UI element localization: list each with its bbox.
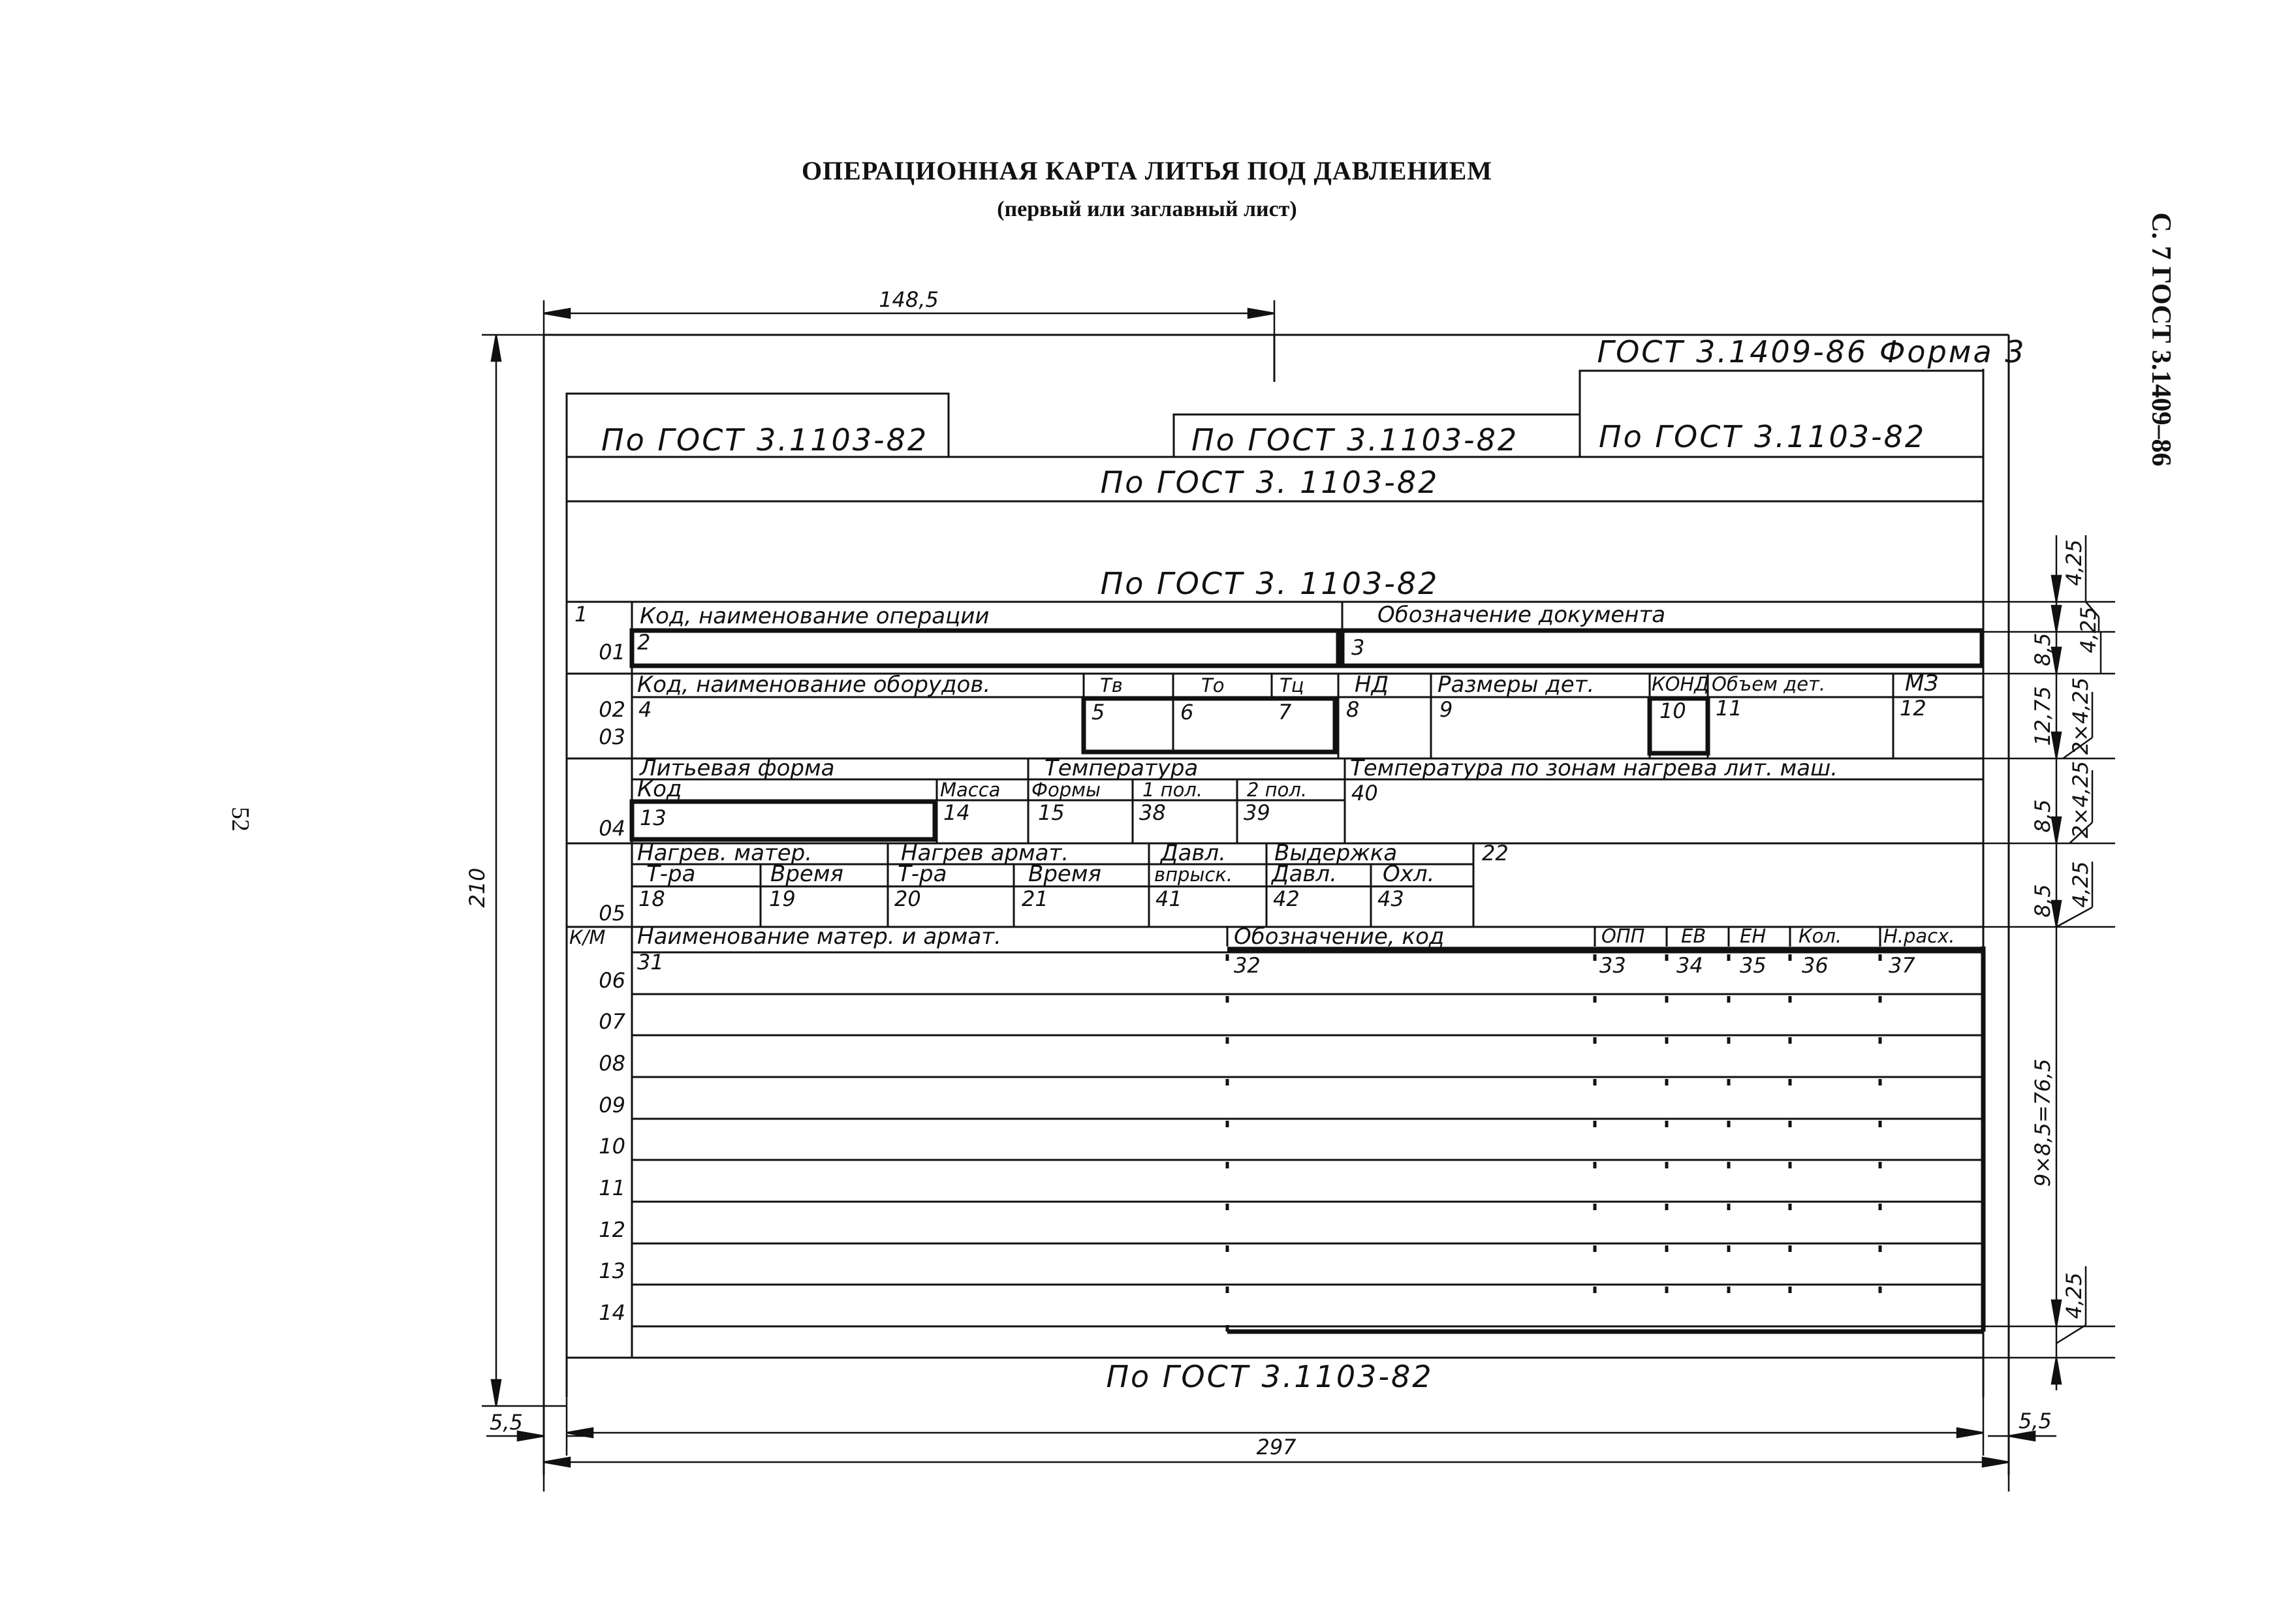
dim-425-top: 4,25 [2062, 539, 2086, 586]
row-code-14: 14 [599, 1300, 625, 1325]
label-temperature: Температура [1045, 755, 1199, 781]
field-10: 10 [1659, 698, 1686, 723]
label-t-ra-arm: Т-ра [898, 861, 947, 887]
label-designation-code: Обозначение, код [1234, 924, 1445, 950]
label-time-arm: Время [1028, 861, 1101, 887]
dim-425-row1: 4,25 [2076, 606, 2101, 653]
label-kond: КОНД [1652, 673, 1709, 695]
page-title: ОПЕРАЦИОННАЯ КАРТА ЛИТЬЯ ПОД ДАВЛЕНИЕМ [801, 156, 1493, 185]
field-36: 36 [1802, 953, 1829, 978]
highlighted-fields [632, 631, 1983, 1332]
field-11: 11 [1716, 696, 1742, 721]
label-inj-pressure-2: впрыск. [1154, 864, 1233, 886]
label-mat-name: Наименование матер. и армат. [637, 924, 1001, 950]
field-6: 6 [1180, 700, 1194, 725]
label-op-code: Код, наименование операции [640, 603, 990, 629]
row-code-08: 08 [599, 1051, 625, 1076]
field-40: 40 [1351, 781, 1378, 805]
field-38: 38 [1139, 800, 1166, 825]
header-box-2: По ГОСТ 3.1103-82 [1191, 422, 1519, 458]
row-code-1: 1 [574, 602, 588, 627]
label-mat-heat: Нагрев. матер. [637, 840, 813, 866]
field-22: 22 [1482, 841, 1509, 866]
label-part-volume: Объем дет. [1712, 673, 1826, 695]
field-9: 9 [1439, 697, 1453, 722]
field-14: 14 [943, 800, 970, 825]
field-12: 12 [1900, 696, 1926, 721]
field-39: 39 [1244, 800, 1270, 825]
row-code-05: 05 [599, 901, 625, 926]
label-ev: ЕВ [1681, 925, 1706, 947]
label-code: Код [637, 776, 682, 802]
dim-2x425-row4: 2×4,25 [2068, 760, 2093, 839]
label-time-mat: Время [770, 861, 843, 887]
label-qty: Кол. [1799, 925, 1842, 947]
field-31: 31 [637, 950, 664, 975]
label-half2: 2 пол. [1247, 779, 1308, 801]
field-2: 2 [637, 630, 651, 655]
label-mold: Литьевая форма [640, 755, 835, 781]
label-tv: Тв [1100, 674, 1123, 696]
field-32: 32 [1234, 953, 1261, 978]
label-cooling: Охл. [1383, 861, 1435, 887]
page-subtitle: (первый или заглавный лист) [997, 197, 1297, 221]
field-43: 43 [1377, 886, 1404, 911]
label-pressure: Давл. [1272, 861, 1337, 887]
field-35: 35 [1740, 953, 1767, 978]
row-code-03: 03 [599, 725, 625, 749]
label-part-sizes: Размеры дет. [1438, 672, 1595, 698]
row-code-01: 01 [599, 640, 625, 664]
label-arm-heat: Нагрев армат. [901, 840, 1069, 866]
header-box-3: По ГОСТ 3.1103-82 [1599, 419, 1926, 454]
dim-425-bottom: 4,25 [2062, 1272, 2086, 1319]
header-box-1: По ГОСТ 3.1103-82 [601, 422, 929, 458]
dim-1275: 12,75 [2030, 686, 2055, 746]
label-mass: Масса [940, 779, 1001, 801]
label-half1: 1 пол. [1142, 779, 1203, 801]
header-row-1: По ГОСТ 3. 1103-82 [1100, 465, 1439, 500]
label-zone-temp: Температура по зонам нагрева лит. маш. [1350, 755, 1838, 781]
row-code-02: 02 [599, 697, 625, 722]
dim-margin-left: 5,5 [490, 1410, 523, 1435]
footer-row: По ГОСТ 3.1103-82 [1106, 1359, 1434, 1394]
label-hold: Выдержка [1274, 840, 1398, 866]
dim-rows: 9×8,5=76,5 [2030, 1058, 2055, 1187]
field-42: 42 [1273, 886, 1300, 911]
dim-half-width: 148,5 [879, 287, 939, 312]
side-running-header: С. 7 ГОСТ 3.1409–86 [2146, 212, 2176, 467]
row-code-09: 09 [599, 1093, 625, 1117]
row-code-10: 10 [599, 1134, 625, 1159]
field-3: 3 [1351, 635, 1365, 660]
form-mark: ГОСТ 3.1409-86 Форма 3 [1597, 334, 2026, 369]
field-21: 21 [1022, 886, 1048, 911]
dim-height: 210 [465, 867, 490, 908]
dim-margin-right: 5,5 [2019, 1409, 2052, 1433]
label-to: То [1201, 674, 1225, 696]
label-equipment: Код, наименование оборудов. [637, 672, 991, 698]
label-forms: Формы [1031, 779, 1101, 801]
label-doc-designation: Обозначение документа [1377, 602, 1666, 628]
row-code-12: 12 [599, 1217, 625, 1242]
label-nd: НД [1355, 672, 1389, 698]
field-8: 8 [1346, 697, 1360, 722]
dim-full-width: 297 [1256, 1435, 1296, 1460]
field-15: 15 [1038, 800, 1065, 825]
field-4: 4 [638, 697, 652, 722]
label-inj-pressure-1: Давл. [1161, 840, 1226, 866]
label-mz: МЗ [1905, 670, 1939, 696]
field-37: 37 [1889, 953, 1915, 978]
row-code-07: 07 [599, 1009, 625, 1034]
km-label: К/М [569, 926, 606, 948]
label-en: ЕН [1740, 925, 1767, 947]
field-13: 13 [640, 805, 667, 830]
field-7: 7 [1278, 700, 1292, 725]
field-33: 33 [1599, 953, 1626, 978]
label-opp: ОПП [1601, 925, 1645, 947]
field-34: 34 [1676, 953, 1703, 978]
label-norm: Н.расх. [1883, 925, 1955, 947]
label-t-ra-mat: Т-ра [646, 861, 696, 887]
dim-85-row4: 8,5 [2030, 799, 2055, 833]
field-18: 18 [638, 886, 665, 911]
row-code-11: 11 [599, 1176, 625, 1200]
page-number: 52 [227, 807, 254, 832]
field-19: 19 [769, 886, 796, 911]
row-code-13: 13 [599, 1258, 625, 1283]
dim-85-row1: 8,5 [2030, 632, 2055, 666]
table-column-ticks [1227, 954, 1880, 1332]
label-tc: Тц [1280, 674, 1304, 696]
dim-85-row5: 8,5 [2030, 884, 2055, 918]
dim-2x425-row2: 2×4,25 [2068, 677, 2093, 755]
header-row-2: По ГОСТ 3. 1103-82 [1100, 566, 1439, 601]
field-41: 41 [1155, 886, 1182, 911]
dim-425-row5: 4,25 [2068, 861, 2093, 908]
row-code-06: 06 [599, 968, 625, 993]
field-5: 5 [1092, 700, 1105, 725]
row-code-04: 04 [599, 816, 625, 841]
field-20: 20 [894, 886, 921, 911]
